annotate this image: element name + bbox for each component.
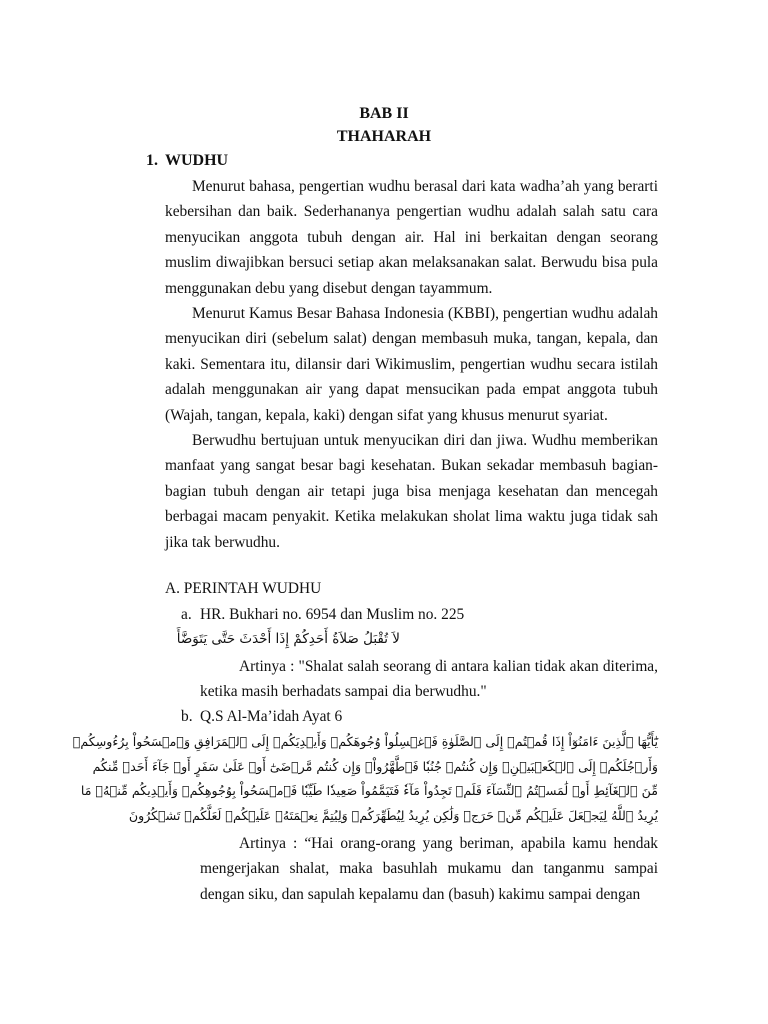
list-item-letter: a.	[181, 606, 192, 623]
paragraph: Berwudhu bertujuan untuk menyucikan diri dan jiwa. Wudhu memberikan manfaat yang sangat besar bagi kesehatan. Bukan sekadar membasuh bagian-bagian tubuh dengan air tetapi juga bisa menjaga kesehatan dan mencegah berbagai macam penyakit. Ketika melakukan sholat lima waktu juga tidak sah jika tak berwudhu.	[165, 432, 658, 551]
list-item	[181, 706, 342, 728]
translation-text: Artinya : “Hai orang-orang yang beriman, apabila kamu hendak mengerjakan shalat, maka basuhlah mukamu dan tanganmu sampai dengan siku, dan sapulah kepalamu dan (basuh) kakimu sampai dengan	[200, 835, 658, 903]
verse-translation	[200, 831, 658, 907]
body-paragraphs	[165, 174, 658, 555]
hadith-translation	[200, 654, 658, 705]
paragraph: Menurut Kamus Besar Bahasa Indonesia (KBBI), pengertian wudhu adalah menyucikan diri (sebelum salat) dengan membasuh muka, tangan, kepala, dan kaki. Sementara itu, dilansir dari Wikimuslim, pengertian wudhu secara istilah adalah menggunakan air yang dapat mensucikan pada empat anggota tubuh (Wajah, tangan, kepala, kaki) dengan sifat yang khusus menurut syariat.	[165, 305, 658, 424]
section-heading	[146, 151, 228, 171]
verse-arabic	[72, 730, 658, 828]
section-number: 1.	[146, 152, 158, 169]
translation-text: Artinya : "Shalat salah seorang di antara kalian tidak akan diterima, ketika masih berhadats sampai dia berwudhu."	[200, 658, 658, 701]
hadith-source: HR. Bukhari no. 6954 dan Muslim no. 225	[200, 606, 465, 623]
hadith-arabic: لاَ تُقْبَلُ صَلاَةُ أَحَدِكُمْ إِذَا أَحْدَثَ حَتَّى يَتَوَضَّأَ	[176, 631, 400, 647]
list-item	[181, 604, 464, 626]
chapter-number: BAB II	[359, 105, 409, 122]
paragraph: Menurut bahasa, pengertian wudhu berasal dari kata wadha’ah yang berarti kebersihan dan baik. Sederhananya pengertian wudhu adalah salah satu cara menyucikan anggota tubuh dengan air. Hal ini berkaitan dengan seorang muslim diwajibkan bersuci setiap akan melaksanakan salat. Berwudu bisa pula menggunakan debu yang disebut dengan tayammum.	[165, 178, 658, 297]
subsection-heading: A. PERINTAH WUDHU	[165, 580, 322, 597]
verse-source: Q.S Al-Ma’idah Ayat 6	[200, 708, 343, 725]
chapter-title: THAHARAH	[336, 128, 432, 145]
section-title: WUDHU	[165, 152, 229, 169]
verse-arabic-line: يُرِيدُ ٱللَّهُ لِيَجۡعَلَ عَلَيۡكُم مِّنۡ حَرَجٖ وَلَٰكِن يُرِيدُ لِيُطَهِّرَكُمۡ وَلِيُتِمَّ نِعۡمَتَهُۥ عَلَيۡكُمۡ لَعَلَّكُمۡ تَشۡكُرُونَ	[128, 807, 658, 823]
verse-arabic-line: وَأَرۡجُلَكُمۡ إِلَى ٱلۡكَعۡبَيۡنِۚ وَإِن كُنتُمۡ جُنُبٗا فَٱطَّهَّرُواْۚ وَإِن كُنتُم مَّرۡضَىٰٓ أَوۡ عَلَىٰ سَفَرٍ أَوۡ جَآءَ أَحَدٞ مِّنكُم	[92, 758, 658, 774]
verse-arabic-line: يَٰٓأَيُّهَا ٱلَّذِينَ ءَامَنُوٓاْ إِذَا قُمۡتُمۡ إِلَى ٱلصَّلَوٰةِ فَٱغۡسِلُواْ وُجُوهَكُمۡ وَأَيۡدِيَكُمۡ إِلَى ٱلۡمَرَافِقِ وَٱمۡسَحُواْ بِرُءُوسِكُمۡ	[72, 734, 658, 749]
list-item-letter: b.	[181, 708, 193, 725]
verse-arabic-line: مِّنَ ٱلۡغَآئِطِ أَوۡ لَٰمَسۡتُمُ ٱلنِّسَآءَ فَلَمۡ تَجِدُواْ مَآءٗ فَتَيَمَّمُواْ صَعِيدٗا طَيِّبٗا فَٱمۡسَحُواْ بِوُجُوهِكُمۡ وَأَيۡدِيكُم مِّنۡهُۚ مَا	[80, 783, 658, 798]
